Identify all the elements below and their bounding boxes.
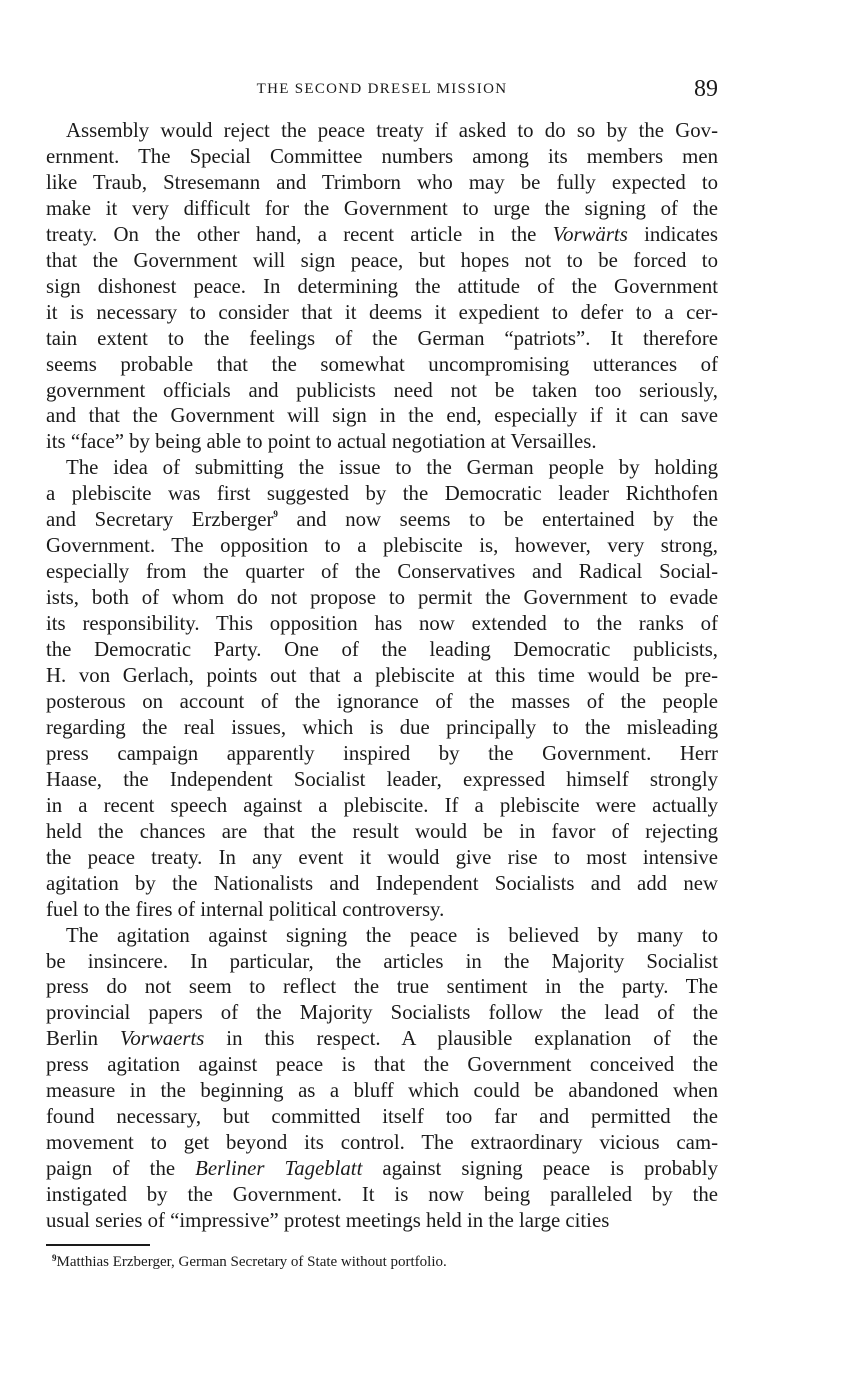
body-text (46, 118, 718, 1234)
footnote-marker: 9 (52, 1253, 57, 1263)
text-line: instigated by the Government. It is now being paralleled by the (46, 1183, 718, 1207)
text-line: usual series of “impressive” protest meetings held in the large cities (46, 1209, 610, 1233)
text-line: sign dishonest peace. In determining the attitude of the Government (46, 274, 718, 298)
footnote-reference: 9 (273, 509, 278, 520)
text-line: be insincere. In particular, the articles in the Majority Socialist (46, 949, 718, 973)
text-line: make it very difficult for the Government to urge the signing of the (46, 196, 718, 220)
paragraph-1 (46, 118, 718, 455)
paragraph-2 (46, 455, 718, 922)
text-run: in this respect. A plausible explanation of the (204, 1027, 718, 1051)
text-line: The idea of submitting the issue to the German people by holding (66, 456, 718, 480)
italic-title: Berliner Tageblatt (195, 1157, 363, 1181)
italic-title: Vorwaerts (119, 1027, 205, 1051)
text-line: a plebiscite was first suggested by the Democratic leader Richthofen (46, 482, 718, 506)
running-title: THE SECOND DRESEL MISSION (256, 81, 508, 97)
text-line: held the chances are that the result would be in favor of rejecting (46, 819, 718, 843)
text-line: The agitation against signing the peace is believed by many to (66, 923, 718, 947)
text-run: treaty. On the other hand, a recent article in the (46, 222, 553, 246)
text-line: Assembly would reject the peace treaty if asked to do so by the Gov- (66, 119, 718, 142)
text-line: ists, both of whom do not propose to permit the Government to evade (46, 586, 718, 610)
text-run: against signing peace is probably (362, 1157, 718, 1181)
text-line: posterous on account of the ignorance of the masses of the people (46, 689, 718, 713)
text-line: press do not seem to reflect the true sentiment in the party. The (46, 975, 718, 999)
paragraph-3 (46, 923, 718, 1234)
text-line: ernment. The Special Committee numbers among its members men (46, 144, 718, 168)
text-line: the Democratic Party. One of the leading Democratic publicists, (46, 638, 718, 662)
text-line: like Traub, Stresemann and Trimborn who may be fully expected to (46, 170, 718, 194)
text-line: its responsibility. This opposition has now extended to the ranks of (46, 612, 718, 636)
running-head (46, 78, 718, 106)
text-line: in a recent speech against a plebiscite. If a plebiscite were actually (46, 793, 718, 817)
text-line: government officials and publicists need not be taken too seriously, (46, 378, 718, 402)
text-line: movement to get beyond its control. The extraordinary vicious cam- (46, 1131, 718, 1155)
text-run: and now seems to be entertained by the (277, 508, 718, 532)
footnote-text: Matthias Erzberger, German Secretary of State without portfolio. (56, 1254, 447, 1270)
text-line: press campaign apparently inspired by the Government. Herr (46, 741, 718, 765)
text-line: and that the Government will sign in the end, especially if it can save (46, 404, 718, 428)
text-line: the peace treaty. In any event it would give rise to most intensive (46, 845, 718, 869)
footnote (52, 1253, 447, 1271)
text-line (46, 1156, 718, 1182)
text-line: it is necessary to consider that it deems it expedient to defer to a cer- (46, 300, 718, 324)
text-line: especially from the quarter of the Conservatives and Radical Social- (46, 560, 718, 584)
text-line: press agitation against peace is that the Government conceived the (46, 1053, 718, 1077)
text-line: found necessary, but committed itself too far and permitted the (46, 1105, 718, 1129)
text-run: paign of the (46, 1157, 196, 1181)
text-line (46, 1026, 718, 1052)
italic-title: Vorwärts (552, 222, 628, 246)
text-line: measure in the beginning as a bluff which could be abandoned when (46, 1079, 718, 1103)
text-line: that the Government will sign peace, but hopes not to be forced to (46, 248, 718, 272)
text-line: H. von Gerlach, points out that a plebiscite at this time would be pre- (46, 664, 718, 688)
text-run: Berlin (46, 1027, 120, 1051)
text-line: Haase, the Independent Socialist leader, expressed himself strongly (46, 767, 718, 791)
text-run: and Secretary Erzberger (46, 508, 274, 532)
text-line: provincial papers of the Majority Socialists follow the lead of the (46, 1001, 718, 1025)
text-line: Government. The opposition to a plebiscite is, however, very strong, (46, 534, 718, 558)
text-line: its “face” by being able to point to actual negotiation at Versailles. (46, 430, 597, 454)
text-line: tain extent to the feelings of the German “patriots”. It therefore (46, 326, 718, 350)
text-line: seems probable that the somewhat uncompromising utterances of (46, 352, 718, 376)
page-number: 89 (694, 76, 718, 102)
text-run: indicates (627, 222, 718, 246)
text-line: regarding the real issues, which is due principally to the misleading (46, 715, 718, 739)
text-line (46, 507, 718, 533)
footnote-rule (46, 1244, 150, 1246)
text-line: agitation by the Nationalists and Independent Socialists and add new (46, 871, 718, 895)
text-line: fuel to the fires of internal political controversy. (46, 897, 445, 921)
text-line (46, 222, 718, 248)
